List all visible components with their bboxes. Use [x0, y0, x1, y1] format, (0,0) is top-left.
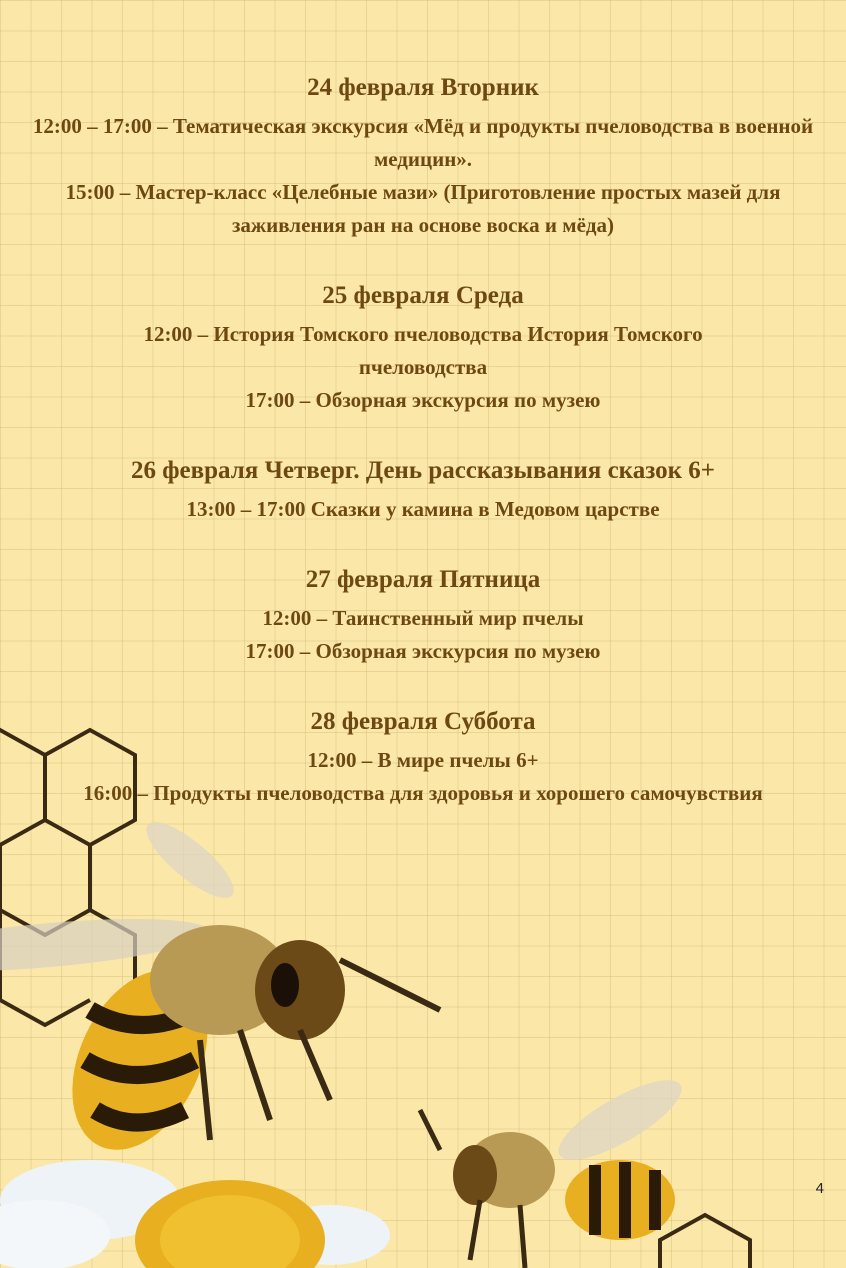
day-title: 24 февраля Вторник — [307, 74, 539, 101]
day-title: 26 февраля Четверг. День рассказывания сказок 6+ — [131, 457, 715, 484]
day-title: 27 февраля Пятница — [305, 566, 541, 593]
event: 17:00 – Обзорная экскурсия по музею — [245, 639, 601, 663]
schedule — [0, 70, 846, 846]
event: 12:00 – В мире пчелы 6+ — [307, 748, 539, 772]
day-title: 25 февраля Среда — [322, 282, 524, 309]
event: 13:00 – 17:00 Сказки у камина в Медовом царстве — [186, 497, 660, 521]
day-27 — [0, 562, 846, 668]
day-28 — [0, 704, 846, 810]
page-number: 4 — [815, 1180, 824, 1197]
flower-icon — [0, 1160, 390, 1268]
day-26 — [0, 453, 846, 526]
day-25 — [0, 278, 846, 417]
day-24 — [0, 70, 846, 242]
event: 12:00 – Таинственный мир пчелы — [262, 606, 584, 630]
day-title: 28 февраля Суббота — [310, 708, 536, 735]
event: 16:00 – Продукты пчеловодства для здоровья и хорошего самочувствия — [83, 781, 763, 805]
event: 17:00 – Обзорная экскурсия по музею — [245, 388, 601, 412]
event: 12:00 – История Томского пчеловодства История Томского пчеловодства — [143, 322, 703, 379]
small-bee-icon — [420, 1066, 692, 1268]
large-bee-icon — [0, 811, 440, 1172]
event: 15:00 – Мастер-класс «Целебные мази» (Приготовление простых мазей для заживления ран на основе воска и мёда) — [65, 180, 781, 237]
event: 12:00 – 17:00 – Тематическая экскурсия «Мёд и продукты пчеловодства в военной медицин». — [32, 114, 814, 171]
